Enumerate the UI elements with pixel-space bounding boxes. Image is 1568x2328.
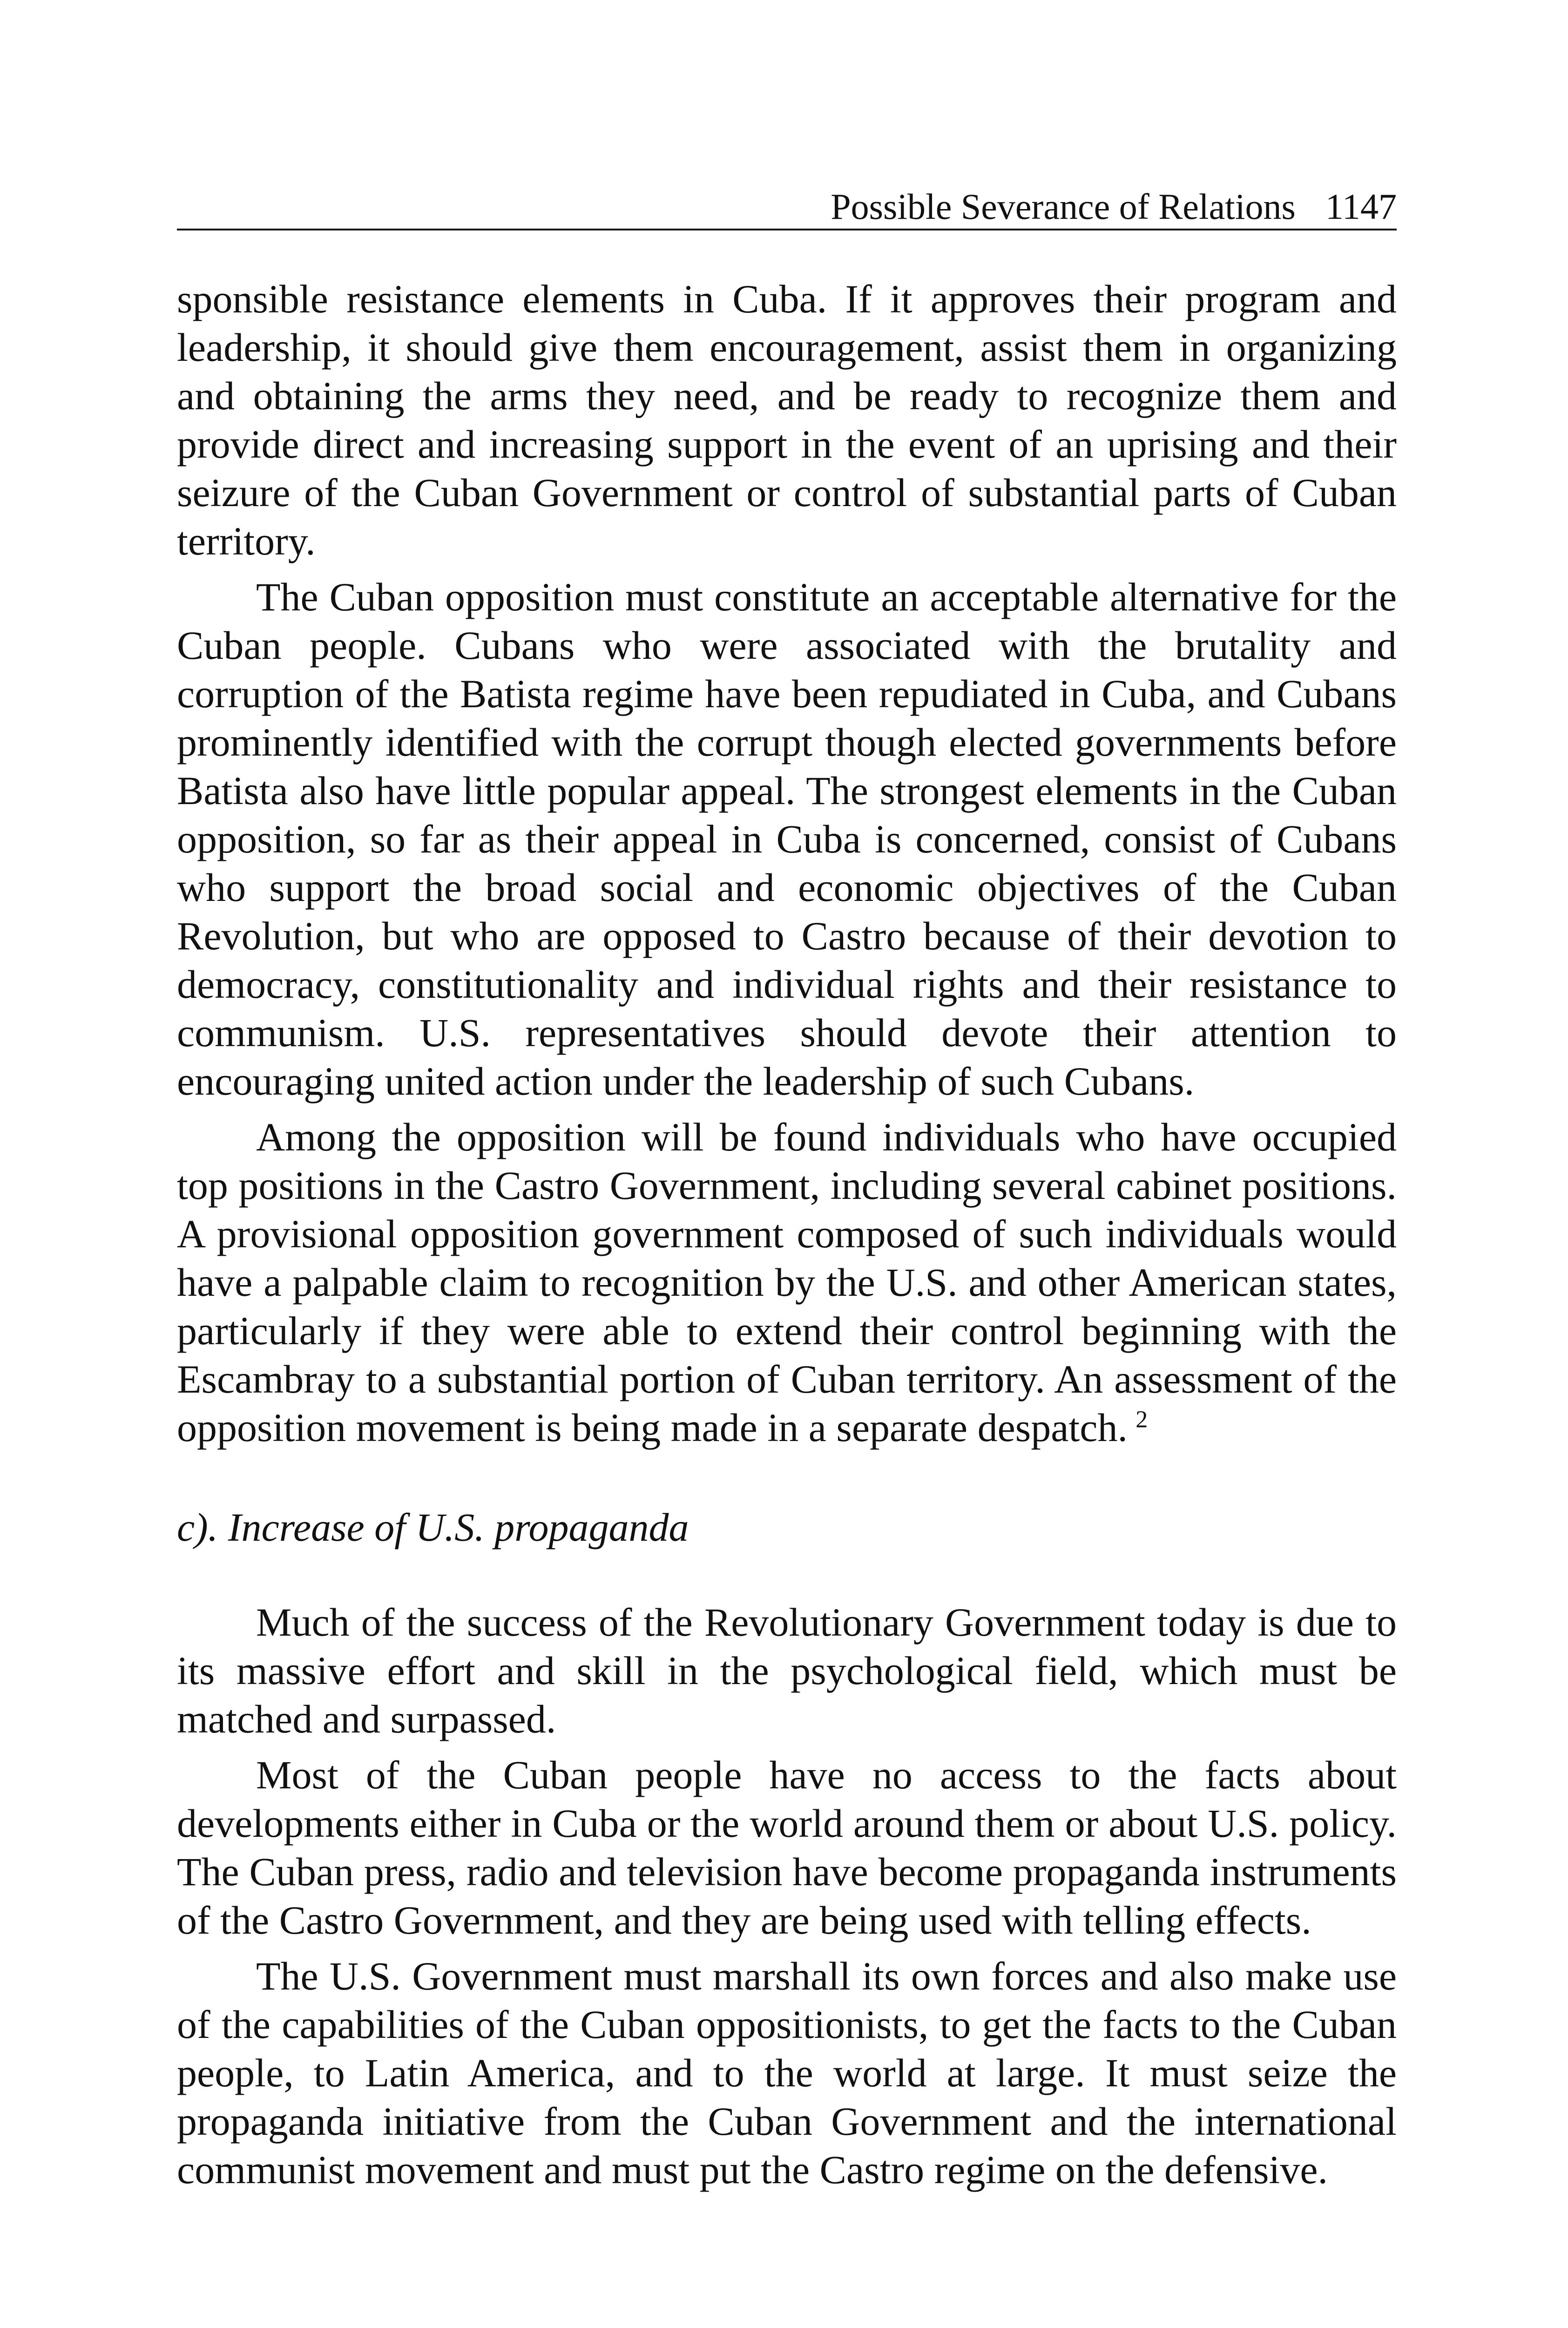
body-text — [177, 275, 1397, 2194]
paragraph: Much of the success of the Revolutionary Government today is due to its massive effort and skill in the psychological field, which must be matched and surpassed. — [177, 1600, 1397, 1741]
footnote-reference: 2 — [1135, 1406, 1148, 1433]
paragraph: The U.S. Government must marshall its own forces and also make use of the capabilities of the Cuban oppositionists, to get the facts to the Cuban people, to Latin America, and to the world at large. It must seize the propaganda initiative from the Cuban Government and the international communist movement and must put the Castro regime on the defensive. — [177, 1954, 1397, 2192]
paragraph — [177, 1113, 1397, 1452]
running-head-title: Possible Severance of Relations — [831, 186, 1296, 227]
section-heading: c). Increase of U.S. propaganda — [177, 1505, 689, 1550]
paragraph-text: Among the opposition will be found individuals who have occupied top positions in the Castro Government, including several cabinet positions. A provisional opposition government composed of such individuals would have a palpable claim to recognition by the U.S. and other American states, particularly if they were able to extend their control beginning with the Escambray to a substantial portion of Cuban territory. An assessment of the opposition movement is being made in a separate despatch. — [177, 1115, 1397, 1450]
running-head — [177, 179, 1397, 230]
paragraph: sponsible resistance elements in Cuba. If it approves their program and leadership, it should give them encouragement, assist them in organizing and obtaining the arms they need, and be ready to recognize them and provide direct and increasing support in the event of an uprising and their seizure of the Cuban Government or control of substantial parts of Cuban territory. — [177, 277, 1397, 563]
paragraph: The Cuban opposition must constitute an acceptable alternative for the Cuban people. Cubans who were associated with the brutality and corruption of the Batista regime have been repudiated in Cuba, and Cubans prominently identified with the corrupt though elected governments before Batista also have little popular appeal. The strongest elements in the Cuban opposition, so far as their appeal in Cuba is concerned, consist of Cubans who support the broad social and economic objectives of the Cuban Revolution, but who are opposed to Castro because of their devotion to democracy, constitutionality and individual rights and their resistance to communism. U.S. representatives should devote their attention to encouraging united action under the leadership of such Cubans. — [177, 575, 1397, 1103]
paragraph: Most of the Cuban people have no access to the facts about developments either in Cuba or the world around them or about U.S. policy. The Cuban press, radio and television have become propaganda instruments of the Castro Government, and they are being used with telling effects. — [177, 1753, 1397, 1942]
document-page — [177, 0, 1397, 2328]
page-number: 1147 — [1325, 186, 1397, 227]
